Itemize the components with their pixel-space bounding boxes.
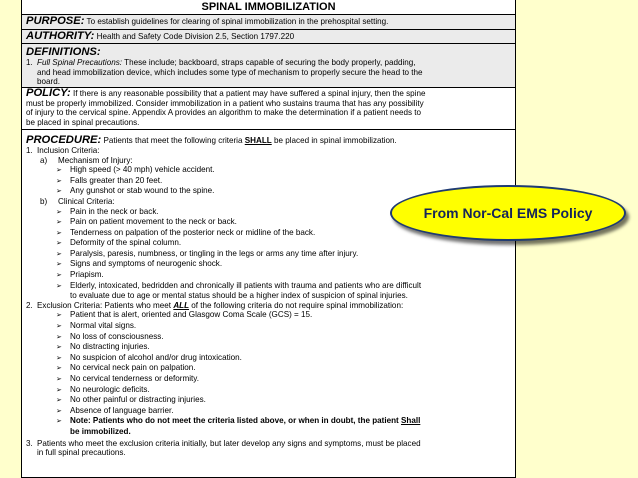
definitions-line-1: These include; backboard, straps capable of securing the body properly, padding, xyxy=(124,58,416,68)
policy-line-4: be placed in spinal precautions. xyxy=(26,117,140,127)
purpose-section xyxy=(22,15,515,30)
definitions-term: Full Spinal Precautions: xyxy=(37,58,123,68)
bullet-icon: ➢ xyxy=(56,208,62,216)
policy-line-1: If there is any reasonable possibility that a patient may have suffered a spinal injury, then the spine xyxy=(73,88,426,98)
policy-line-2: must be properly immobilized. Consider immobilization in a patient who sustains trauma that has any possibility xyxy=(26,98,424,108)
mechanism-label: a) xyxy=(40,155,48,165)
clinical-label: b) xyxy=(40,196,48,206)
policy-section xyxy=(22,88,515,130)
clinical-item-text: Pain on patient movement to the neck or back. xyxy=(70,217,237,227)
note-line-1: Note: Patients who do not meet the criteria listed above, or when in doubt, the patient xyxy=(70,416,399,426)
definitions-number: 1. xyxy=(26,58,33,68)
definitions-line-3: board. xyxy=(37,77,60,87)
exclusion-item-text: Normal vital signs. xyxy=(70,321,137,331)
exclusion-item xyxy=(26,353,511,364)
bullet-icon: ➢ xyxy=(56,312,62,320)
bullet-icon: ➢ xyxy=(56,418,62,426)
clinical-item-text: Priapism. xyxy=(70,270,104,280)
policy-line-3: of injury to the cervical spine. Appendix A provides an algorithm to make the determination if a patient needs to xyxy=(26,108,422,118)
clinical-item-text: Signs and symptoms of neurogenic shock. xyxy=(70,259,223,269)
exclusion-title-all: ALL xyxy=(173,300,190,310)
exclusion-item-text: No neurologic deficits. xyxy=(70,384,150,394)
exclusion-item xyxy=(26,374,511,385)
definitions-line-2: and head immobilization device, which includes some type of mechanism to properly secure the head to the xyxy=(37,67,423,77)
bullet-icon: ➢ xyxy=(56,386,62,394)
clinical-item-text: Paralysis, paresis, numbness, or tingling in the legs or arms any time after injury. xyxy=(70,248,359,258)
authority-label: AUTHORITY: xyxy=(26,29,95,42)
exclusion-item xyxy=(26,310,511,321)
exclusion-item-text: No distracting injuries. xyxy=(70,342,150,352)
callout-text: From Nor-Cal EMS Policy xyxy=(423,205,593,221)
exclusion-item xyxy=(26,395,511,406)
bullet-icon: ➢ xyxy=(56,365,62,373)
inclusion-title: Inclusion Criteria: xyxy=(37,145,100,155)
purpose-label: PURPOSE: xyxy=(26,15,85,27)
exclusion-item xyxy=(26,342,511,353)
exclusion-item-text: No cervical neck pain on palpation. xyxy=(70,363,196,373)
bullet-icon: ➢ xyxy=(56,167,62,175)
definitions-section xyxy=(22,44,515,88)
mechanism-title: Mechanism of Injury: xyxy=(58,155,133,165)
bullet-icon: ➢ xyxy=(56,407,62,415)
bullet-icon: ➢ xyxy=(56,240,62,248)
third-number: 3. xyxy=(26,438,33,448)
clinical-item xyxy=(26,259,511,270)
document-title: SPINAL IMMOBILIZATION xyxy=(22,0,515,15)
mechanism-item xyxy=(26,165,511,176)
mechanism-item-text: Falls greater than 20 feet. xyxy=(70,175,163,185)
definitions-label: DEFINITIONS: xyxy=(26,46,101,59)
exclusion-item-text: Patient that is alert, oriented and Glasgow Coma Scale (GCS) = 15. xyxy=(70,310,313,320)
procedure-section xyxy=(22,130,515,457)
exclusion-item-text: No cervical tenderness or deformity. xyxy=(70,374,199,383)
note-line-2: be immobilized. xyxy=(70,426,131,436)
policy-document xyxy=(21,0,516,478)
mechanism-item-text: Any gunshot or stab wound to the spine. xyxy=(70,186,215,196)
procedure-intro-post: be placed in spinal immobilization. xyxy=(273,136,397,146)
procedure-intro-pre: Patients that meet the following criteria xyxy=(103,136,243,146)
clinical-item xyxy=(26,249,511,260)
exclusion-item-text: No suspicion of alcohol and/or drug intoxication. xyxy=(70,352,242,362)
note-shall: Shall xyxy=(400,416,421,426)
exclusion-title-post: of the following criteria do not require spinal immobilization: xyxy=(191,300,404,310)
exclusion-item-text: Absence of language barrier. xyxy=(70,405,174,415)
bullet-icon: ➢ xyxy=(56,177,62,185)
exclusion-item-text: No loss of consciousness. xyxy=(70,331,164,341)
authority-section xyxy=(22,30,515,45)
source-callout xyxy=(390,185,626,241)
exclusion-item xyxy=(26,321,511,332)
mechanism-item-text: High speed (> 40 mph) vehicle accident. xyxy=(70,165,215,175)
exclusion-item xyxy=(26,332,511,343)
bullet-icon: ➢ xyxy=(56,219,62,227)
bullet-icon: ➢ xyxy=(56,282,62,290)
clinical-item-text: Deformity of the spinal column. xyxy=(70,238,182,248)
exclusion-item-text: No other painful or distracting injuries. xyxy=(70,395,206,405)
exclusion-item xyxy=(26,406,511,417)
bullet-icon: ➢ xyxy=(56,397,62,405)
clinical-item xyxy=(26,270,511,281)
exclusion-list xyxy=(26,310,511,416)
procedure-intro-shall: SHALL xyxy=(244,136,272,146)
bullet-icon: ➢ xyxy=(56,250,62,258)
exclusion-item xyxy=(26,363,511,374)
bullet-icon: ➢ xyxy=(56,333,62,341)
clinical-item-text: Tenderness on palpation of the posterior neck or midline of the back. xyxy=(70,227,316,237)
exclusion-number: 2. xyxy=(26,300,33,310)
clinical-item-text: Pain in the neck or back. xyxy=(70,206,159,216)
authority-text: Health and Safety Code Division 2.5, Section 1797.220 xyxy=(96,31,295,41)
bullet-icon: ➢ xyxy=(56,354,62,362)
bullet-icon: ➢ xyxy=(56,344,62,352)
inclusion-number: 1. xyxy=(26,145,33,155)
bullet-icon: ➢ xyxy=(56,261,62,269)
mechanism-item xyxy=(26,176,511,187)
exclusion-title-pre: Exclusion Criteria: Patients who meet xyxy=(37,300,172,310)
clinical-item xyxy=(26,238,511,249)
bullet-icon: ➢ xyxy=(56,323,62,331)
bullet-icon: ➢ xyxy=(56,376,62,383)
purpose-text: To establish guidelines for clearing of spinal immobilization in the prehospital setting. xyxy=(86,17,389,26)
bullet-icon: ➢ xyxy=(56,229,62,237)
third-line-1: Patients who meet the exclusion criteria initially, but later develop any signs and symptoms, must be placed xyxy=(37,438,421,448)
exclusion-item xyxy=(26,385,511,396)
third-line-2: in full spinal precautions. xyxy=(37,448,126,458)
policy-label: POLICY: xyxy=(26,86,71,99)
clinical-last-line-2: to evaluate due to age or mental status should be a higher index of suspicion of spinal injuries. xyxy=(70,291,408,301)
bullet-icon: ➢ xyxy=(56,272,62,280)
bullet-icon: ➢ xyxy=(56,188,62,196)
clinical-last-line-1: Elderly, intoxicated, bedridden and chronically ill patients with trauma and patients who are difficult xyxy=(70,280,422,290)
clinical-title: Clinical Criteria: xyxy=(58,196,115,206)
procedure-label: PROCEDURE: xyxy=(26,134,102,147)
